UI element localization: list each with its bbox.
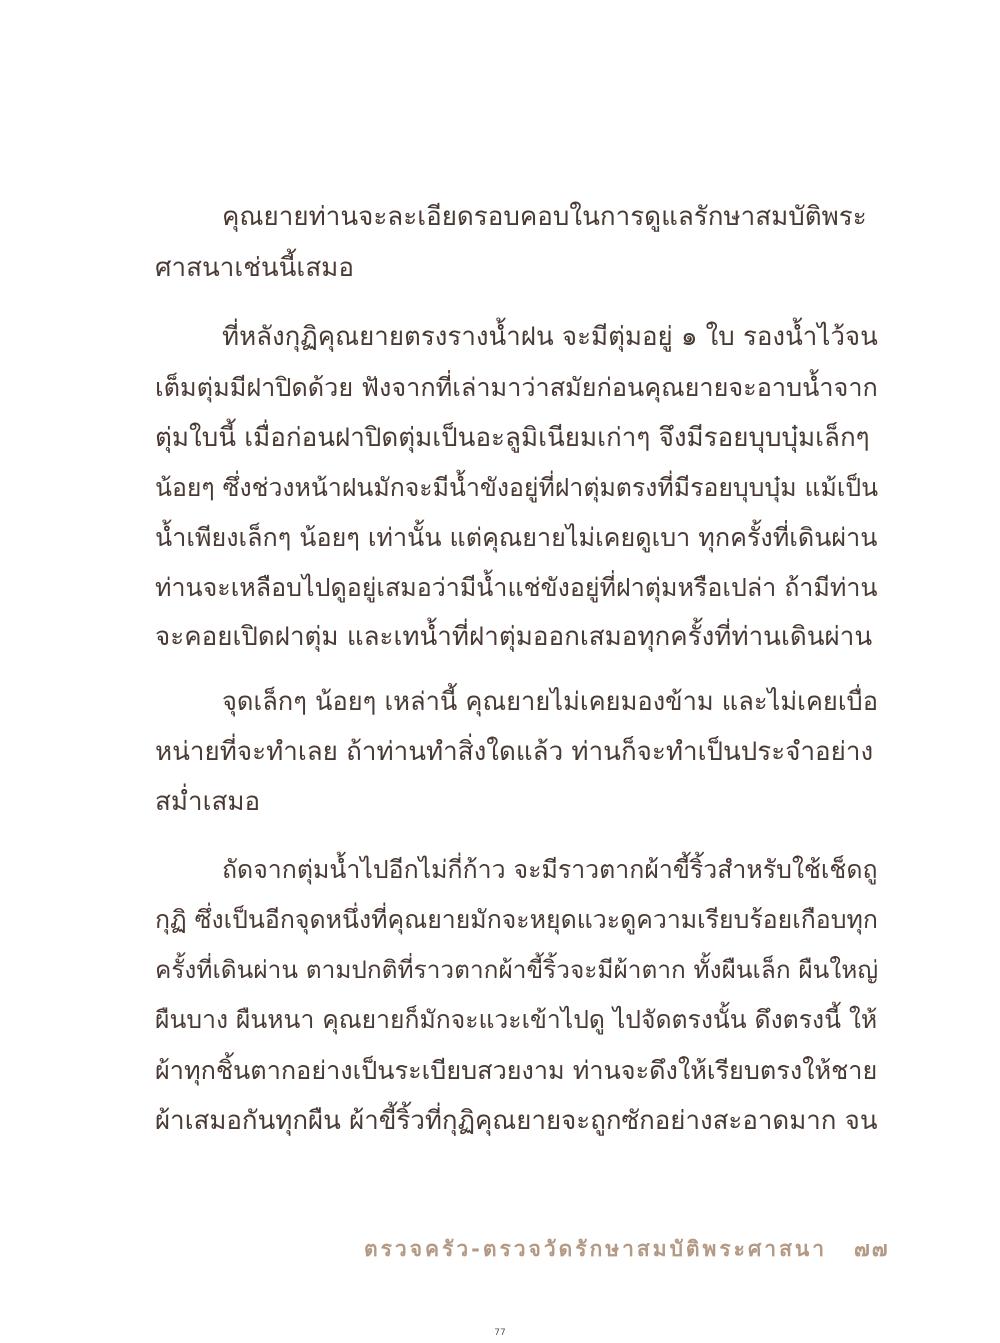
paragraph-1-line-2: ศาสนาเช่นนี้เสมอ <box>155 253 354 283</box>
paragraph-3-line-3: สม่ำเสมอ <box>155 787 261 817</box>
paragraph-2-line-5: น้ำเพียงเล็กๆ น้อยๆ เท่านั้น แต่คุณยายไม่เคยดูเบา ทุกครั้งที่เดินผ่าน <box>155 523 878 552</box>
paragraph-4-line-2: กุฏิ ซึ่งเป็นอีกจุดหนึ่งที่คุณยายมักจะหยุดแวะดูความเรียบร้อยเกือบทุก <box>155 905 878 934</box>
paragraph-4-line-3: ครั้งที่เดินผ่าน ตามปกติที่ราวตากผ้าขี้ริ้วจะมีผ้าตาก ทั้งผืนเล็ก ผืนใหญ่ <box>155 955 879 984</box>
paragraph-4-line-5: ผ้าทุกชิ้นตากอย่างเป็นระเบียบสวยงาม ท่านจะดึงให้เรียบตรงให้ชาย <box>155 1056 878 1085</box>
paragraph-3-line-2: หน่ายที่จะทำเลย ถ้าท่านทำสิ่งใดแล้ว ท่านก็จะทำเป็นประจำอย่าง <box>155 737 874 767</box>
running-footer-title: ตรวจครัว-ตรวจวัดรักษาสมบัติพระศาสนา <box>364 1237 828 1261</box>
paragraph-4-line-6: ผ้าเสมอกันทุกผืน ผ้าขี้ริ้วที่กุฏิคุณยายจะถูกซักอย่างสะอาดมาก จน <box>155 1106 878 1136</box>
paragraph-2-line-6: ท่านจะเหลือบไปดูอยู่เสมอว่ามีน้ำแช่ขังอยู่ที่ฝาตุ่มหรือเปล่า ถ้ามีท่าน <box>155 573 878 602</box>
paragraph-4-line-1: ถัดจากตุ่มน้ำไปอีกไม่กี่ก้าว จะมีราวตากผ้าขี้ริ้วสำหรับใช้เช็ดถู <box>222 855 878 884</box>
paragraph-2-line-1: ที่หลังกุฏิคุณยายตรงรางน้ำฝน จะมีตุ่มอยู่ ๑ ใบ รองน้ำไว้จน <box>222 322 878 352</box>
paragraph-2-line-4: น้อยๆ ซึ่งช่วงหน้าฝนมักจะมีน้ำขังอยู่ที่ฝาตุ่มตรงที่มีรอยบุบบุ๋ม แม้เป็น <box>155 473 879 502</box>
paragraph-2-line-3: ตุ่มใบนี้ เมื่อก่อนฝาปิดตุ่มเป็นอะลูมิเนียมเก่าๆ จึงมีรอยบุบบุ๋มเล็กๆ <box>155 423 870 453</box>
paragraph-2-line-2: เต็มตุ่มมีฝาปิดด้วย ฟังจากที่เล่ามาว่าสมัยก่อนคุณยายจะอาบน้ำจาก <box>155 373 878 402</box>
page-number: ๗๗ <box>854 1237 890 1261</box>
paragraph-3-line-1: จุดเล็กๆ น้อยๆ เหล่านี้ คุณยายไม่เคยมองข้าม และไม่เคยเบื่อ <box>222 687 879 717</box>
paragraph-4-line-4: ผืนบาง ผืนหนา คุณยายก็มักจะแวะเข้าไปดู ไปจัดตรงนั้น ดึงตรงนี้ ให้ <box>155 1005 878 1034</box>
paragraph-2-line-7: จะคอยเปิดฝาตุ่ม และเทน้ำที่ฝาตุ่มออกเสมอทุกครั้งที่ท่านเดินผ่าน <box>155 622 873 652</box>
paragraph-1-line-1: คุณยายท่านจะละเอียดรอบคอบในการดูแลรักษาสมบัติพระ <box>222 202 867 232</box>
sheet-number: 77 <box>494 1328 506 1338</box>
